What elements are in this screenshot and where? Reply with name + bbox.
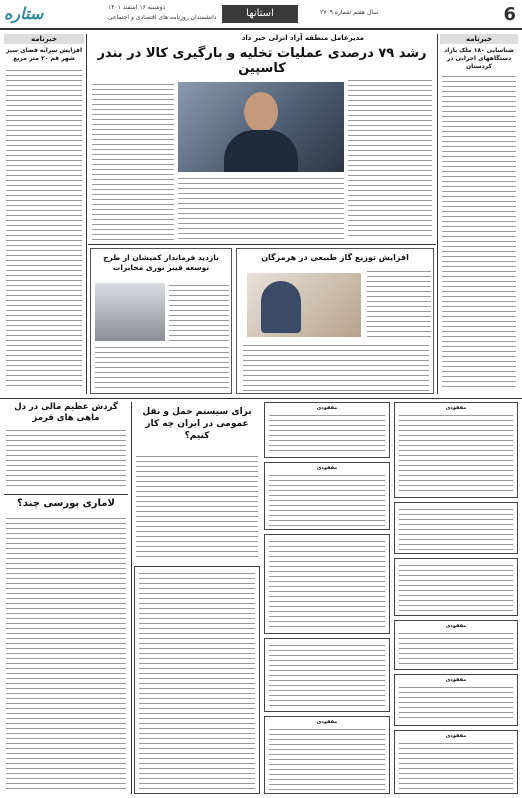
- transport-headline: برای سیستم حمل و نقل عمومی در ایران چه کار کنیم؟: [142, 407, 252, 441]
- newspaper-subtitle: دانشمندان روزنامه های اقتصادی و اجتماعی: [108, 14, 217, 21]
- ad-body: [399, 631, 513, 666]
- portrait-body: [224, 130, 298, 172]
- ad-block: [264, 638, 390, 712]
- fiber-headline: بازدید فرماندار کمیشان از طرح توسعه فیبر نوری مخابرات: [103, 253, 219, 272]
- section-divider: [0, 398, 522, 399]
- gas-portrait: [261, 281, 301, 333]
- right-column: [440, 34, 518, 394]
- ad-title: مفقودی: [316, 719, 338, 725]
- fiber-story: [90, 248, 232, 394]
- ad-body: [139, 571, 255, 790]
- ad-title: مفقودی: [445, 405, 467, 411]
- masthead: [0, 0, 522, 30]
- ad-body: [269, 539, 385, 630]
- left-column: [4, 34, 84, 394]
- ad-body: [399, 741, 513, 790]
- fiber-body-right: [169, 283, 229, 341]
- fund-headline: گردش عظیم مالی در دل ماهی های قرمز: [14, 402, 118, 423]
- ad-body: [269, 413, 385, 454]
- main-story: [90, 34, 434, 242]
- right-column-body: [442, 74, 516, 390]
- left-column-headline: افزایش سرانه فضای سبز شهر قم ۲۰ متر مربع: [5, 47, 83, 62]
- gas-body-bottom: [243, 343, 429, 391]
- transport-body: [136, 454, 258, 560]
- ad-body: [269, 727, 385, 790]
- right-column-headline: شناسایی ۱۸۰ ملک بازاد دستگاههای اجرایی در کردستان: [444, 47, 514, 70]
- ad-body: [399, 413, 513, 494]
- column-divider: [437, 34, 438, 394]
- main-photo: [178, 82, 344, 172]
- ad-block: [134, 566, 260, 794]
- section-divider: [88, 244, 436, 245]
- lottery-story: [4, 498, 128, 794]
- column-divider: [131, 402, 132, 794]
- main-body-right: [348, 78, 432, 240]
- ad-mafqudi: [394, 674, 518, 726]
- ad-title: مفقودی: [316, 465, 338, 471]
- lottery-body: [6, 516, 126, 790]
- ad-title: مفقودی: [445, 733, 467, 739]
- issue-date: دوشنبه ۱۶ اسفند ۱۴۰۱: [108, 4, 166, 11]
- gas-photo: [247, 273, 361, 337]
- main-kicker: مدیرعامل منطقه آزاد انزلی خبر داد: [241, 34, 364, 42]
- newspaper-logo: ستاره: [4, 4, 44, 23]
- ad-mafqudi: [264, 402, 390, 458]
- ad-body: [399, 685, 513, 722]
- column-divider: [86, 34, 87, 394]
- portrait-head: [244, 92, 278, 132]
- fund-body: [6, 428, 126, 490]
- ad-mafqudi: [264, 716, 390, 794]
- ad-block: [394, 502, 518, 554]
- fiber-photo: [95, 283, 165, 341]
- ad-mafqudi: [394, 620, 518, 670]
- issue-number: سال هفتم شماره ۲۷۰۹: [320, 9, 379, 16]
- ad-body: [269, 643, 385, 708]
- gas-body-right: [367, 269, 431, 339]
- left-column-body: [6, 68, 82, 390]
- fiber-body-bottom: [95, 345, 229, 391]
- section-divider: [4, 494, 128, 495]
- main-body-left: [92, 82, 174, 240]
- ad-mafqudi: [394, 402, 518, 498]
- ad-mafqudi: [264, 462, 390, 530]
- left-column-kicker: خبرنامه: [4, 34, 84, 44]
- ad-title: مفقودی: [316, 405, 338, 411]
- section-label: استانها: [222, 5, 298, 23]
- page-number: 6: [503, 4, 516, 25]
- lottery-headline: لاماری بورسی چند؟: [17, 498, 115, 509]
- ad-mafqudi: [394, 730, 518, 794]
- gas-headline: افزایش توزیع گاز طبیعی در هرمزگان: [261, 253, 409, 262]
- ad-block: [394, 558, 518, 616]
- ad-title: مفقودی: [445, 677, 467, 683]
- fund-story: [4, 402, 128, 492]
- transport-story: [134, 402, 260, 562]
- ad-block: [264, 534, 390, 634]
- gas-story: [236, 248, 434, 394]
- ad-body: [269, 473, 385, 526]
- right-column-kicker: خبرنامه: [440, 34, 518, 44]
- ad-body: [399, 563, 513, 612]
- ad-title: مفقودی: [445, 623, 467, 629]
- main-body-under-photo: [178, 176, 344, 240]
- ad-body: [399, 507, 513, 550]
- main-headline: رشد ۷۹ درصدی عملیات تخلیه و بارگیری کالا در بندر کاسپین: [97, 46, 427, 76]
